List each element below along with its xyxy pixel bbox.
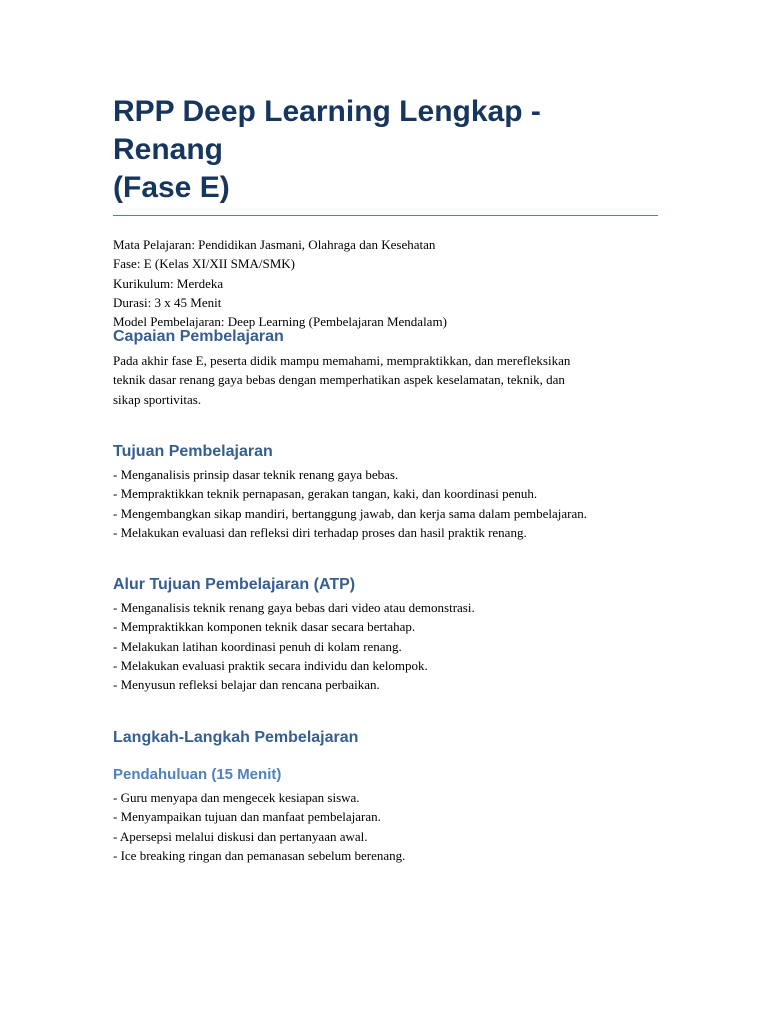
section-heading-langkah: Langkah-Langkah Pembelajaran	[113, 729, 359, 746]
list-item: - Mempraktikkan komponen teknik dasar secara bertahap.	[113, 619, 416, 635]
list-item: - Menyampaikan tujuan dan manfaat pembelajaran.	[113, 809, 381, 825]
subsection-heading-pendahuluan: Pendahuluan (15 Menit)	[113, 766, 282, 783]
meta-curriculum: Kurikulum: Merdeka	[113, 275, 224, 291]
section-heading-atp: Alur Tujuan Pembelajaran (ATP)	[113, 576, 356, 593]
list-item: - Melakukan latihan koordinasi penuh di kolam renang.	[113, 638, 402, 654]
list-item: - Melakukan evaluasi dan refleksi diri terhadap proses dan hasil praktik renang.	[113, 524, 527, 540]
document-title-line-1: RPP Deep Learning Lengkap - Renang	[113, 95, 541, 166]
list-item: - Menganalisis teknik renang gaya bebas dari video atau demonstrasi.	[113, 600, 475, 615]
meta-duration: Durasi: 3 x 45 Menit	[113, 294, 222, 310]
meta-learning-model: Model Pembelajaran: Deep Learning (Pembelajaran Mendalam)	[113, 314, 447, 330]
list-item: - Mempraktikkan teknik pernapasan, gerakan tangan, kaki, dan koordinasi penuh.	[113, 486, 538, 502]
capaian-paragraph: Pada akhir fase E, peserta didik mampu memahami, mempraktikkan, dan merefleksikan teknik dasar renang gaya bebas dengan memperhatikan aspek keselamatan, teknik, dan sikap sportivitas.	[113, 353, 571, 407]
section-heading-capaian: Capaian Pembelajaran	[113, 328, 284, 345]
list-item: - Apersepsi melalui diskusi dan pertanyaan awal.	[113, 828, 368, 844]
document-title	[113, 93, 658, 216]
document-page	[113, 93, 658, 863]
list-item: - Guru menyapa dan mengecek kesiapan siswa.	[113, 790, 360, 805]
meta-phase: Fase: E (Kelas XI/XII SMA/SMK)	[113, 256, 295, 272]
meta-subject: Mata Pelajaran: Pendidikan Jasmani, Olahraga dan Kesehatan	[113, 237, 436, 252]
section-heading-tujuan: Tujuan Pembelajaran	[113, 443, 273, 460]
list-item: - Ice breaking ringan dan pemanasan sebelum berenang.	[113, 847, 406, 863]
list-item: - Mengembangkan sikap mandiri, bertanggung jawab, dan kerja sama dalam pembelajaran.	[113, 505, 587, 521]
list-item: - Melakukan evaluasi praktik secara individu dan kelompok.	[113, 657, 428, 673]
list-item: - Menganalisis prinsip dasar teknik renang gaya bebas.	[113, 467, 399, 482]
list-item: - Menyusun refleksi belajar dan rencana perbaikan.	[113, 677, 380, 693]
document-metadata	[113, 235, 658, 331]
pendahuluan-list	[113, 788, 405, 865]
document-title-line-2: (Fase E)	[113, 171, 230, 204]
tujuan-list	[113, 465, 587, 542]
atp-list	[113, 598, 475, 694]
